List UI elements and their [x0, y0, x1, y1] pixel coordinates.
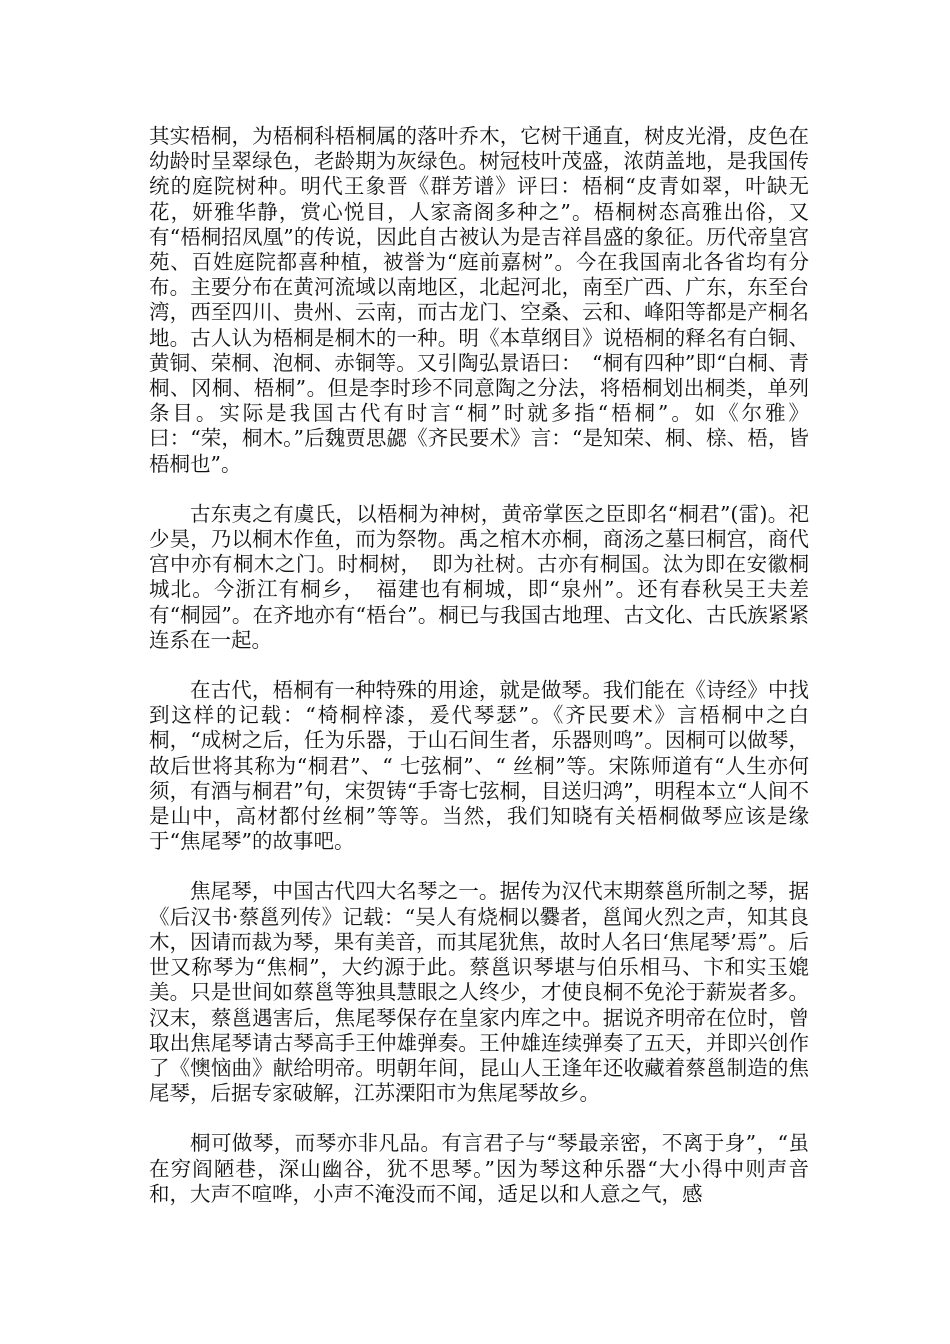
paragraph-3: 在古代，梧桐有一种特殊的用途，就是做琴。我们能在《诗经》中找到这样的记载：“椅桐梓漆，爰代琴瑟”。《齐民要术》言梧桐中之白桐，“成树之后，任为乐器，于山石间生者，乐器则鸣”。因桐可以做琴，故后世将其称为“桐君”、“ 七弦桐”、“ 丝桐”等。宋陈师道有“人生亦何须，有酒与桐君”句，宋贺铸“手寄七弦桐，目送归鸿”，明程本立“人间不是山中，高材都付丝桐”等等。当然，我们知晓有关梧桐做琴应该是缘于“焦尾琴”的故事吧。 — [149, 678, 809, 854]
paragraph-4: 焦尾琴，中国古代四大名琴之一。据传为汉代末期蔡邕所制之琴，据《后汉书·蔡邕列传》记载：“吴人有烧桐以爨者，邕闻火烈之声，知其良木，因请而裁为琴，果有美音，而其尾犹焦，故时人名曰‘焦尾琴’焉”。后世又称琴为“焦桐”，大约源于此。蔡邕识琴堪与伯乐相马、卞和实玉媲美。只是世间如蔡邕等独具慧眼之人终少，才使良桐不免沦于薪炭者多。汉末，蔡邕遇害后，焦尾琴保存在皇家内库之中。据说齐明帝在位时，曾取出焦尾琴请古琴高手王仲雄弹奏。王仲雄连续弹奏了五天，并即兴创作了《懊恼曲》献给明帝。明朝年间，昆山人王逢年还收藏着蔡邕制造的焦尾琴，后据专家破解，江苏溧阳市为焦尾琴故乡。 — [149, 879, 809, 1106]
paragraph-1: 其实梧桐，为梧桐科梧桐属的落叶乔木，它树干通直，树皮光滑，皮色在幼龄时呈翠绿色，老龄期为灰绿色。树冠枝叶茂盛，浓荫盖地，是我国传统的庭院树种。明代王象晋《群芳谱》评曰：梧桐“皮青如翠，叶缺无花，妍雅华静，赏心悦目，人家斋阁多种之”。梧桐树态高雅出俗，又有“梧桐招凤凰”的传说，因此自古被认为是吉祥昌盛的象征。历代帝皇宫苑、百姓庭院都喜种植，被誉为“庭前嘉树”。今在我国南北各省均有分布。主要分布在黄河流域以南地区，北起河北，南至广西、广东，东至台湾，西至四川、贵州、云南，而古龙门、空桑、云和、峰阳等都是产桐名地。古人认为梧桐是桐木的一种。明《本草纲目》说梧桐的释名有白铜、黄铜、荣桐、泡桐、赤铜等。又引陶弘景语曰： “桐有四种”即“白桐、青桐、冈桐、梧桐”。但是李时珍不同意陶之分法，将梧桐划出桐类，单列条目。实际是我国古代有时言“桐”时就多指“梧桐”。如《尔雅》曰：“荣，桐木。”后魏贾思勰《齐民要术》言：“是知荣、桐、榇、梧，皆梧桐也”。 — [149, 124, 809, 476]
paragraph-gap — [149, 1106, 809, 1131]
paragraph-2: 古东夷之有虞氏，以梧桐为神树，黄帝掌医之臣即名“桐君”(雷)。祀少昊，乃以桐木作鱼，而为祭物。禹之棺木亦桐，商汤之墓曰桐宫，商代宫中亦有桐木之门。时桐树， 即为社树。古亦有桐国。汰为即在安徽桐城北。今浙江有桐乡， 福建也有桐城，即“泉州”。还有春秋吴王夫差有“桐园”。在齐地亦有“梧台”。桐已与我国古地理、古文化、古氏族紧紧连系在一起。 — [149, 501, 809, 652]
paragraph-gap — [149, 653, 809, 678]
paragraph-5: 桐可做琴，而琴亦非凡品。有言君子与“琴最亲密，不离于身”，“虽在穷阎陋巷，深山幽谷，犹不思琴。”因为琴这种乐器“大小得中则声音和，大声不喧哗，小声不淹没而不闻，适足以和人意之气，感 — [149, 1131, 809, 1206]
document-body — [149, 124, 809, 1207]
paragraph-gap — [149, 854, 809, 879]
paragraph-gap — [149, 477, 809, 502]
